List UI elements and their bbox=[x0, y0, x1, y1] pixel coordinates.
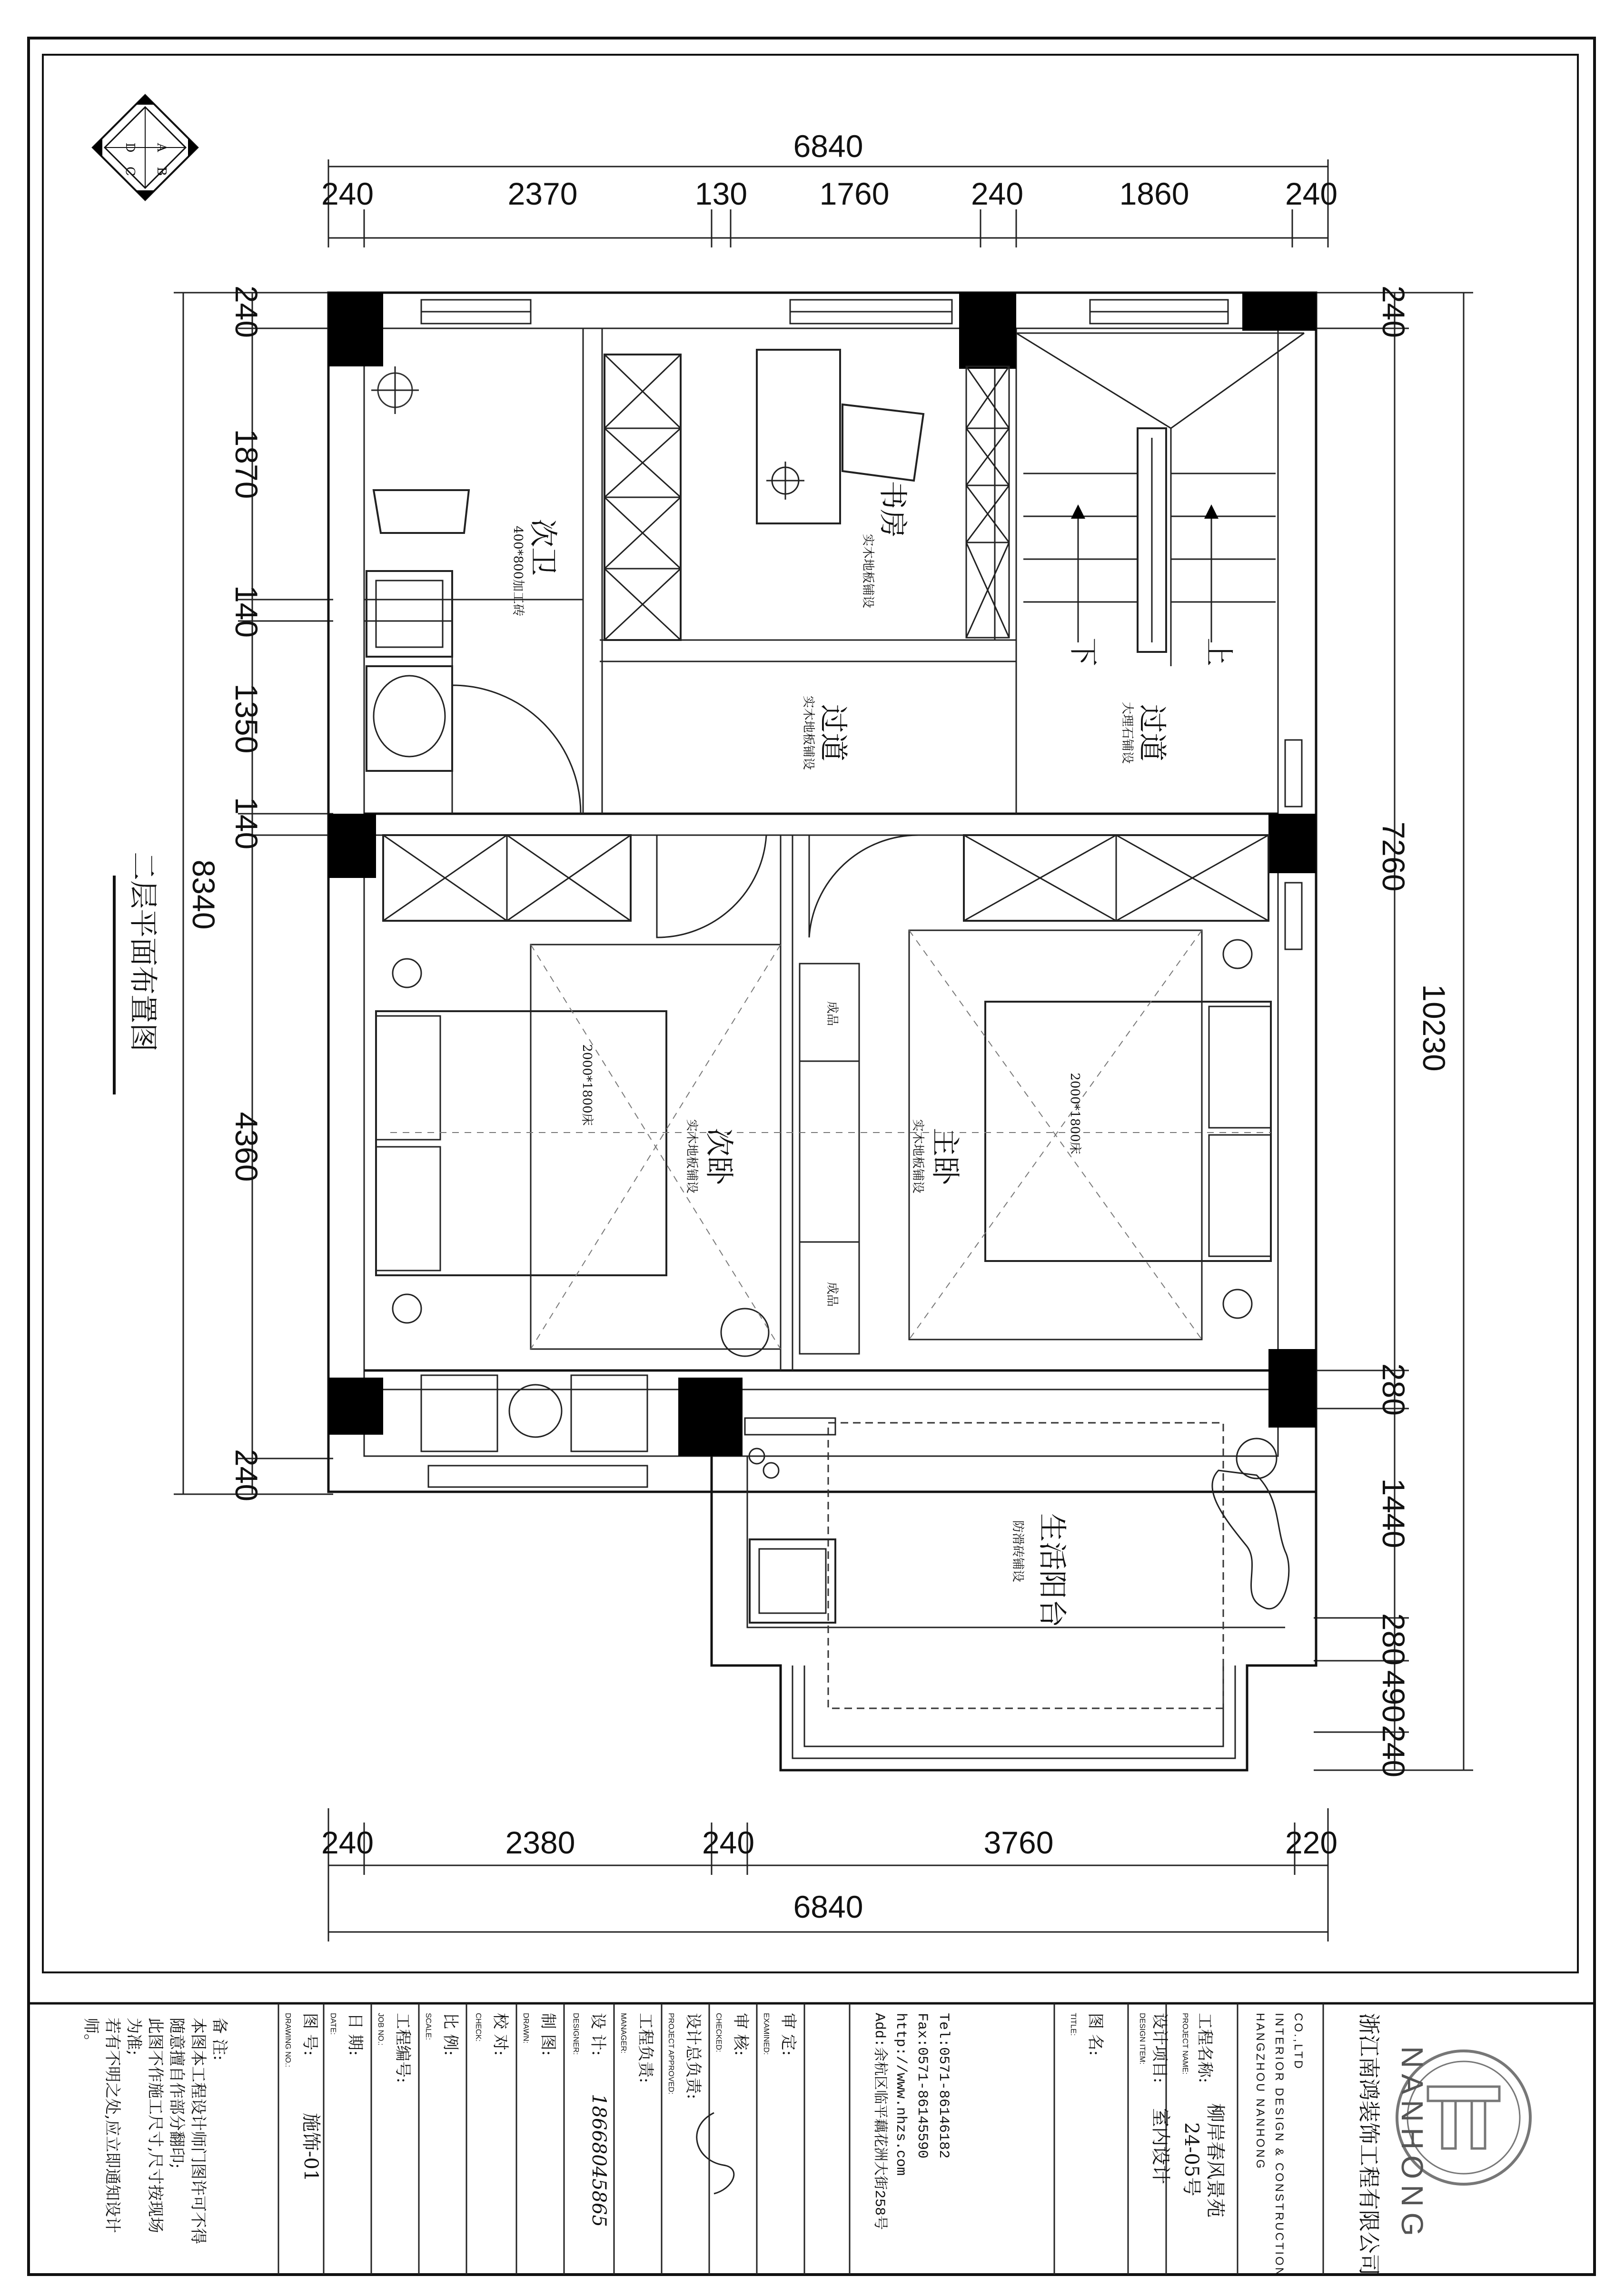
tb-design-lead-label: 设计总负责: bbox=[684, 2013, 703, 2099]
tb-review-en: EXAMINED: bbox=[762, 2013, 770, 2055]
dim-right-seg: 240 bbox=[1376, 1724, 1411, 1778]
tb-job-no-en: JOB NO.: bbox=[376, 2013, 385, 2046]
tb-drawing-no-en: DRAWING NO.: bbox=[284, 2013, 292, 2068]
room-corridor-right-name: 过道 bbox=[1135, 704, 1169, 761]
dimension-top bbox=[321, 128, 1338, 247]
tb-scale-en: SCALE: bbox=[424, 2013, 432, 2040]
tb-scale-label: 比 例: bbox=[441, 2013, 460, 2056]
stair-down-label: 下 bbox=[1066, 638, 1100, 666]
tb-design-item-value: 室内设计 bbox=[1149, 2108, 1171, 2184]
tb-project-lead-en: MANAGER: bbox=[619, 2013, 627, 2054]
tb-address: Add:余杭区临平藕花洲大街258号 bbox=[871, 2013, 887, 2230]
tb-company-en-1: INTERIOR DESIGN & CONSTRUCTION bbox=[1273, 2013, 1286, 2278]
tb-review-label: 审 定: bbox=[779, 2013, 798, 2056]
tb-design-lead-en: PROJECT APPROVED: bbox=[667, 2013, 675, 2095]
tb-company-cn: 浙江南鸿装饰工程有限公司 bbox=[1356, 2013, 1382, 2276]
tb-logo-text: NANHONG bbox=[1395, 2046, 1429, 2242]
dim-left-seg: 240 bbox=[229, 1449, 264, 1502]
tb-fax: Fax:0571-86145590 bbox=[914, 2013, 930, 2159]
inner-border bbox=[43, 55, 1578, 1972]
tb-design-item-en: DESIGN ITEM: bbox=[1138, 2013, 1146, 2065]
dim-bottom-total: 6840 bbox=[793, 1889, 863, 1924]
dim-left-seg: 4360 bbox=[229, 1112, 264, 1182]
tb-job-no-label: 工程编号: bbox=[393, 2013, 412, 2083]
tb-design-item-label: 设计项目: bbox=[1150, 2013, 1169, 2083]
compass bbox=[93, 95, 198, 200]
tb-designer-en: DESIGNER: bbox=[572, 2013, 580, 2055]
dim-left-seg: 140 bbox=[229, 585, 264, 638]
tb-notes-line: 为准; bbox=[124, 2018, 143, 2056]
tb-company-en-2: HANGZHOU NANHONG bbox=[1254, 2013, 1267, 2170]
tb-drawing-no-value: 施饰-01 bbox=[300, 2113, 322, 2182]
drawing-title: 二层平面布置图 bbox=[126, 852, 159, 1052]
dim-top-seg: 130 bbox=[694, 176, 748, 211]
dim-left-seg: 1870 bbox=[229, 429, 264, 499]
compass-letter: A bbox=[154, 143, 168, 152]
dim-bottom-seg: 240 bbox=[321, 1825, 374, 1860]
room-corridor-left-name: 过道 bbox=[816, 704, 850, 761]
dim-top-seg: 2370 bbox=[507, 176, 578, 211]
dim-right-seg: 240 bbox=[1376, 285, 1411, 338]
tb-project-name-label: 工程名称: bbox=[1195, 2013, 1214, 2083]
tb-project-name-value-2: 24-05号 bbox=[1180, 2122, 1202, 2197]
dim-right-total: 10230 bbox=[1417, 984, 1452, 1072]
tb-notes-line: 若有不明之处,应立即通知设计 bbox=[103, 2018, 122, 2233]
room-master-bedroom-name: 主卧 bbox=[928, 1128, 961, 1185]
dim-top-seg: 1760 bbox=[819, 176, 890, 211]
dim-top-seg: 240 bbox=[1285, 176, 1338, 211]
room-second-bedroom-name: 次卧 bbox=[702, 1128, 735, 1185]
tb-drawing-name-en: TITLE: bbox=[1069, 2013, 1077, 2036]
structural-columns bbox=[328, 293, 1316, 1456]
furniture bbox=[367, 333, 1304, 1623]
tb-date-label: 日 期: bbox=[346, 2013, 365, 2056]
tb-notes-line: 此图不作施工尺寸,尺寸按现场 bbox=[146, 2018, 165, 2233]
tb-project-lead-label: 工程负责: bbox=[636, 2013, 655, 2083]
tb-drafted-label: 制 图: bbox=[538, 2013, 557, 2056]
tb-drafted-en: DRAWN: bbox=[522, 2013, 530, 2044]
room-balcony-note: 防滑砖铺设 bbox=[1011, 1520, 1025, 1583]
dim-left-seg: 1350 bbox=[229, 683, 264, 754]
tb-company-en-3: CO.,LTD bbox=[1292, 2013, 1305, 2070]
room-bath-note: 400*800加工砖 bbox=[511, 525, 525, 617]
dimension-right bbox=[1314, 286, 1473, 1777]
signature-mark bbox=[697, 2113, 734, 2194]
tb-tel: Tel:0571-86146182 bbox=[935, 2013, 951, 2159]
room-bath-name: 次卫 bbox=[526, 519, 559, 576]
room-study-note: 实木地板铺设 bbox=[861, 533, 875, 609]
dim-left-seg: 240 bbox=[229, 285, 264, 338]
tb-notes-line: 本图本工程设计师门图许可不得 bbox=[188, 2018, 208, 2244]
room-study-name: 书房 bbox=[876, 481, 909, 538]
tb-designer-label: 设 计: bbox=[588, 2013, 607, 2056]
dim-right-seg: 280 bbox=[1376, 1613, 1411, 1666]
compass-letter: D bbox=[123, 142, 137, 153]
tb-date-en: DATE: bbox=[329, 2013, 337, 2035]
finished-cabinet-label: 成品 bbox=[825, 1001, 839, 1026]
room-master-bedroom-bed: 2000*1800床 bbox=[1068, 1073, 1082, 1154]
title-block bbox=[29, 2003, 1595, 2277]
dim-right-seg: 1440 bbox=[1376, 1478, 1411, 1548]
dim-bottom-seg: 240 bbox=[702, 1825, 755, 1860]
finished-cabinet-label: 成品 bbox=[825, 1281, 839, 1307]
room-master-bedroom-note: 实木地板铺设 bbox=[911, 1119, 925, 1194]
dimension-bottom bbox=[321, 1808, 1338, 1941]
dim-bottom-seg: 2380 bbox=[505, 1825, 575, 1860]
dim-top-seg: 240 bbox=[971, 176, 1024, 211]
stair-up-label: 上 bbox=[1202, 638, 1235, 666]
tb-checked-label: 校 对: bbox=[491, 2013, 510, 2056]
dimension-left bbox=[174, 286, 333, 1501]
compass-letter: B bbox=[154, 167, 168, 176]
dim-top-seg: 240 bbox=[321, 176, 374, 211]
drawing-title-group bbox=[114, 852, 159, 1094]
dim-top-total: 6840 bbox=[793, 128, 863, 164]
tb-checked-en: CHECK: bbox=[474, 2013, 482, 2042]
tb-notes-title: 备 注: bbox=[210, 2018, 229, 2061]
dim-left-total: 8340 bbox=[186, 859, 221, 930]
dim-bottom-seg: 220 bbox=[1285, 1825, 1338, 1860]
tb-audit-en: CHECKED: bbox=[714, 2013, 723, 2052]
tb-web: http://www.nhzs.com bbox=[892, 2013, 909, 2176]
room-balcony-name: 生活阳台 bbox=[1035, 1513, 1069, 1627]
dim-right-seg: 490 bbox=[1376, 1670, 1411, 1723]
tb-project-name-value: 柳岸春风景苑 bbox=[1204, 2103, 1226, 2217]
tb-drawing-no-label: 图 号: bbox=[300, 2013, 319, 2056]
dim-top-seg: 1860 bbox=[1119, 176, 1189, 211]
room-second-bedroom-note: 实木地板铺设 bbox=[684, 1119, 699, 1194]
room-corridor-left-note: 实木地板铺设 bbox=[801, 695, 815, 770]
dim-bottom-seg: 3760 bbox=[983, 1825, 1054, 1860]
tb-drawing-name-label: 图 名: bbox=[1086, 2013, 1105, 2056]
dim-right-seg: 7260 bbox=[1376, 821, 1411, 892]
room-corridor-right-note: 大理石铺设 bbox=[1120, 701, 1134, 764]
tb-designer-value: 18668045865 bbox=[588, 2094, 610, 2227]
tb-notes-line: 随意擅自作部分翻印; bbox=[167, 2018, 186, 2169]
room-second-bedroom-bed: 2000*1800床 bbox=[580, 1044, 594, 1126]
dim-left-seg: 140 bbox=[229, 797, 264, 850]
dim-right-seg: 280 bbox=[1376, 1363, 1411, 1416]
tb-notes-line: 师。 bbox=[81, 2018, 100, 2050]
tb-audit-label: 审 核: bbox=[731, 2013, 750, 2056]
tb-project-name-en: PROJECT NAME: bbox=[1181, 2013, 1189, 2075]
compass-letter: C bbox=[123, 167, 137, 176]
